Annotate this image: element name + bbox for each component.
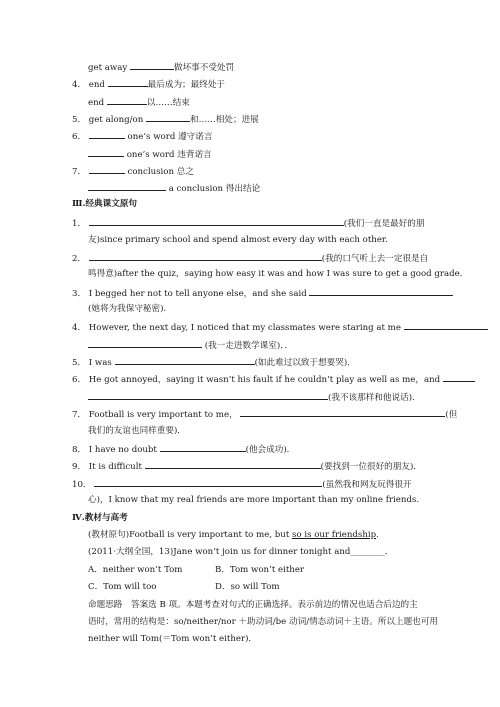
- sentence-hint: (要找到一位很好的朋友)．: [320, 462, 422, 472]
- fill-blank[interactable]: [89, 251, 322, 261]
- item-number: 6．: [72, 132, 87, 142]
- phrase-meaning: a conclusion 得出结论: [168, 184, 261, 194]
- exam-question: (2011·大纲全国，13)Jane won’t join us for dinner tonight and________．: [88, 547, 394, 557]
- fill-blank[interactable]: [89, 216, 344, 226]
- sentence-4-cont: [88, 338, 293, 352]
- item-number: 1．: [72, 219, 87, 229]
- phrase-text: get away: [88, 63, 128, 73]
- sentence-text: However, the next day, I noticed that my classmates were staring at me: [88, 323, 401, 333]
- option-c[interactable]: C．Tom will too: [88, 582, 157, 592]
- item-number: 4．: [72, 323, 87, 333]
- analysis-line-1: 命题思路 答案选 B 项。本题考查对句式的正确选择。表示前边的情况也适合后边的主: [88, 600, 418, 610]
- section-heading-4: Ⅳ.教材与高考: [72, 513, 128, 523]
- sentence-text: I was: [88, 358, 112, 368]
- fill-blank[interactable]: [88, 338, 202, 348]
- option-a[interactable]: A．neither won’t Tom: [88, 565, 183, 575]
- fill-blank[interactable]: [240, 407, 445, 417]
- item-number: 9．: [72, 462, 87, 472]
- phrase-item-5: [72, 112, 259, 126]
- sentence-5: [72, 355, 356, 369]
- phrase-break-word: [88, 147, 212, 161]
- phrase-meaning: one’s word 违背诺言: [126, 150, 212, 160]
- phrase-meaning: 以……结束: [146, 98, 190, 108]
- phrase-item-7: [72, 164, 194, 178]
- sentence-9: [72, 459, 422, 473]
- item-number: 4．: [72, 80, 87, 90]
- item-number: 8．: [72, 445, 87, 455]
- phrase-meaning: one’s word 遵守诺言: [127, 132, 213, 142]
- fill-blank[interactable]: [443, 372, 475, 382]
- sentence-2-cont: 鸣得意)after the quiz，saying how easy it was and how I was sure to get a good grade.: [88, 269, 463, 279]
- sentence-hint: (我一走进数学课室)．．: [204, 341, 294, 351]
- sentence-text: Football is very important to me，: [88, 410, 238, 420]
- analysis-line-3: neither will Tom(＝Tom won’t either)．: [88, 634, 258, 644]
- sentence-hint: (他会成功)．: [245, 445, 296, 455]
- sentence-hint: (我的口气听上去一定很是自: [321, 254, 429, 264]
- sentence-10: [72, 477, 412, 491]
- sentence-3-cont: (她将为我保守秘密).: [88, 304, 167, 314]
- sentence-hint: (虽然我和网友玩得很开: [322, 480, 412, 490]
- phrase-end-with: [88, 95, 190, 109]
- phrase-get-away: [88, 60, 234, 74]
- fill-blank[interactable]: [88, 181, 166, 191]
- fill-blank[interactable]: [145, 459, 321, 469]
- item-number: 2．: [72, 254, 87, 264]
- item-number: 5．: [72, 115, 87, 125]
- sentence-text: I have no doubt: [88, 445, 157, 455]
- item-number: 5．: [72, 358, 87, 368]
- fill-blank[interactable]: [89, 129, 125, 139]
- sentence-3: [72, 286, 453, 300]
- phrase-meaning: conclusion 总之: [127, 167, 194, 177]
- sentence-1: [72, 216, 425, 230]
- phrase-text: end: [88, 80, 105, 90]
- fill-blank[interactable]: [107, 95, 147, 105]
- sentence-8: [72, 442, 295, 456]
- original-text: (教材原句)Football is very important to me, but: [88, 530, 293, 540]
- phrase-item-6: [72, 129, 212, 143]
- sentence-hint: (如此难过以致于想要哭)．: [254, 358, 356, 368]
- sentence-hint: (我不该那样和他说话)．: [328, 393, 421, 403]
- phrase-meaning: 做坏事不受处罚: [173, 63, 235, 73]
- fill-blank[interactable]: [115, 355, 255, 365]
- item-number: 7．: [72, 410, 87, 420]
- sentence-6-cont: [88, 390, 421, 404]
- fill-blank[interactable]: [146, 112, 190, 122]
- phrase-text: end: [88, 98, 105, 108]
- phrase-text: get along/on: [88, 115, 144, 125]
- phrase-item-4: [72, 77, 225, 91]
- sentence-6: [72, 372, 475, 386]
- sentence-2: [72, 251, 428, 265]
- item-number: 10．: [72, 480, 92, 490]
- phrase-meaning: 最后成为；最终处于: [147, 80, 226, 90]
- analysis-line-2: 语时，常用的结构是：so/neither/nor ＋助动词/be 动词/情态动词＋主语。所以上题也可用: [88, 617, 438, 627]
- item-number: 7．: [72, 167, 87, 177]
- fill-blank[interactable]: [88, 390, 328, 400]
- fill-blank[interactable]: [94, 477, 322, 487]
- textbook-original-sentence: [88, 529, 379, 541]
- fill-blank[interactable]: [309, 286, 453, 296]
- fill-blank[interactable]: [108, 77, 148, 87]
- sentence-1-cont: 友)since primary school and spend almost every day with each other.: [88, 235, 388, 245]
- sentence-4: [72, 320, 488, 334]
- item-number: 6．: [72, 375, 87, 385]
- section-heading-3: Ⅲ.经典课文原句: [72, 199, 138, 209]
- fill-blank[interactable]: [89, 164, 125, 174]
- phrase-reach-conclusion: [88, 181, 260, 195]
- fill-blank[interactable]: [130, 60, 174, 70]
- sentence-7-cont: 我们的友谊也同样重要)．: [88, 426, 186, 436]
- sentence-hint: (我们一直是最好的朋: [343, 219, 425, 229]
- sentence-7: [72, 407, 457, 421]
- sentence-10-cont: 心)，I know that my real friends are more important than my online friends.: [88, 495, 420, 505]
- phrase-meaning: 和……相处；进展: [190, 115, 259, 125]
- option-b[interactable]: B．Tom won’t either: [215, 565, 305, 575]
- sentence-hint: (但: [445, 410, 458, 420]
- sentence-text: It is difficult: [88, 462, 142, 472]
- fill-blank[interactable]: [88, 147, 124, 157]
- sentence-text: I begged her not to tell anyone else，and she said: [88, 289, 307, 299]
- fill-blank[interactable]: [160, 442, 246, 452]
- fill-blank[interactable]: [404, 320, 488, 330]
- sentence-text: He got annoyed，saying it wasn’t his fault if he couldn’t play as well as me，and: [88, 375, 441, 385]
- underlined-phrase: so is our friendship: [292, 530, 377, 540]
- original-end: .: [376, 530, 379, 540]
- item-number: 3．: [72, 289, 87, 299]
- option-d[interactable]: D．so will Tom: [215, 582, 280, 592]
